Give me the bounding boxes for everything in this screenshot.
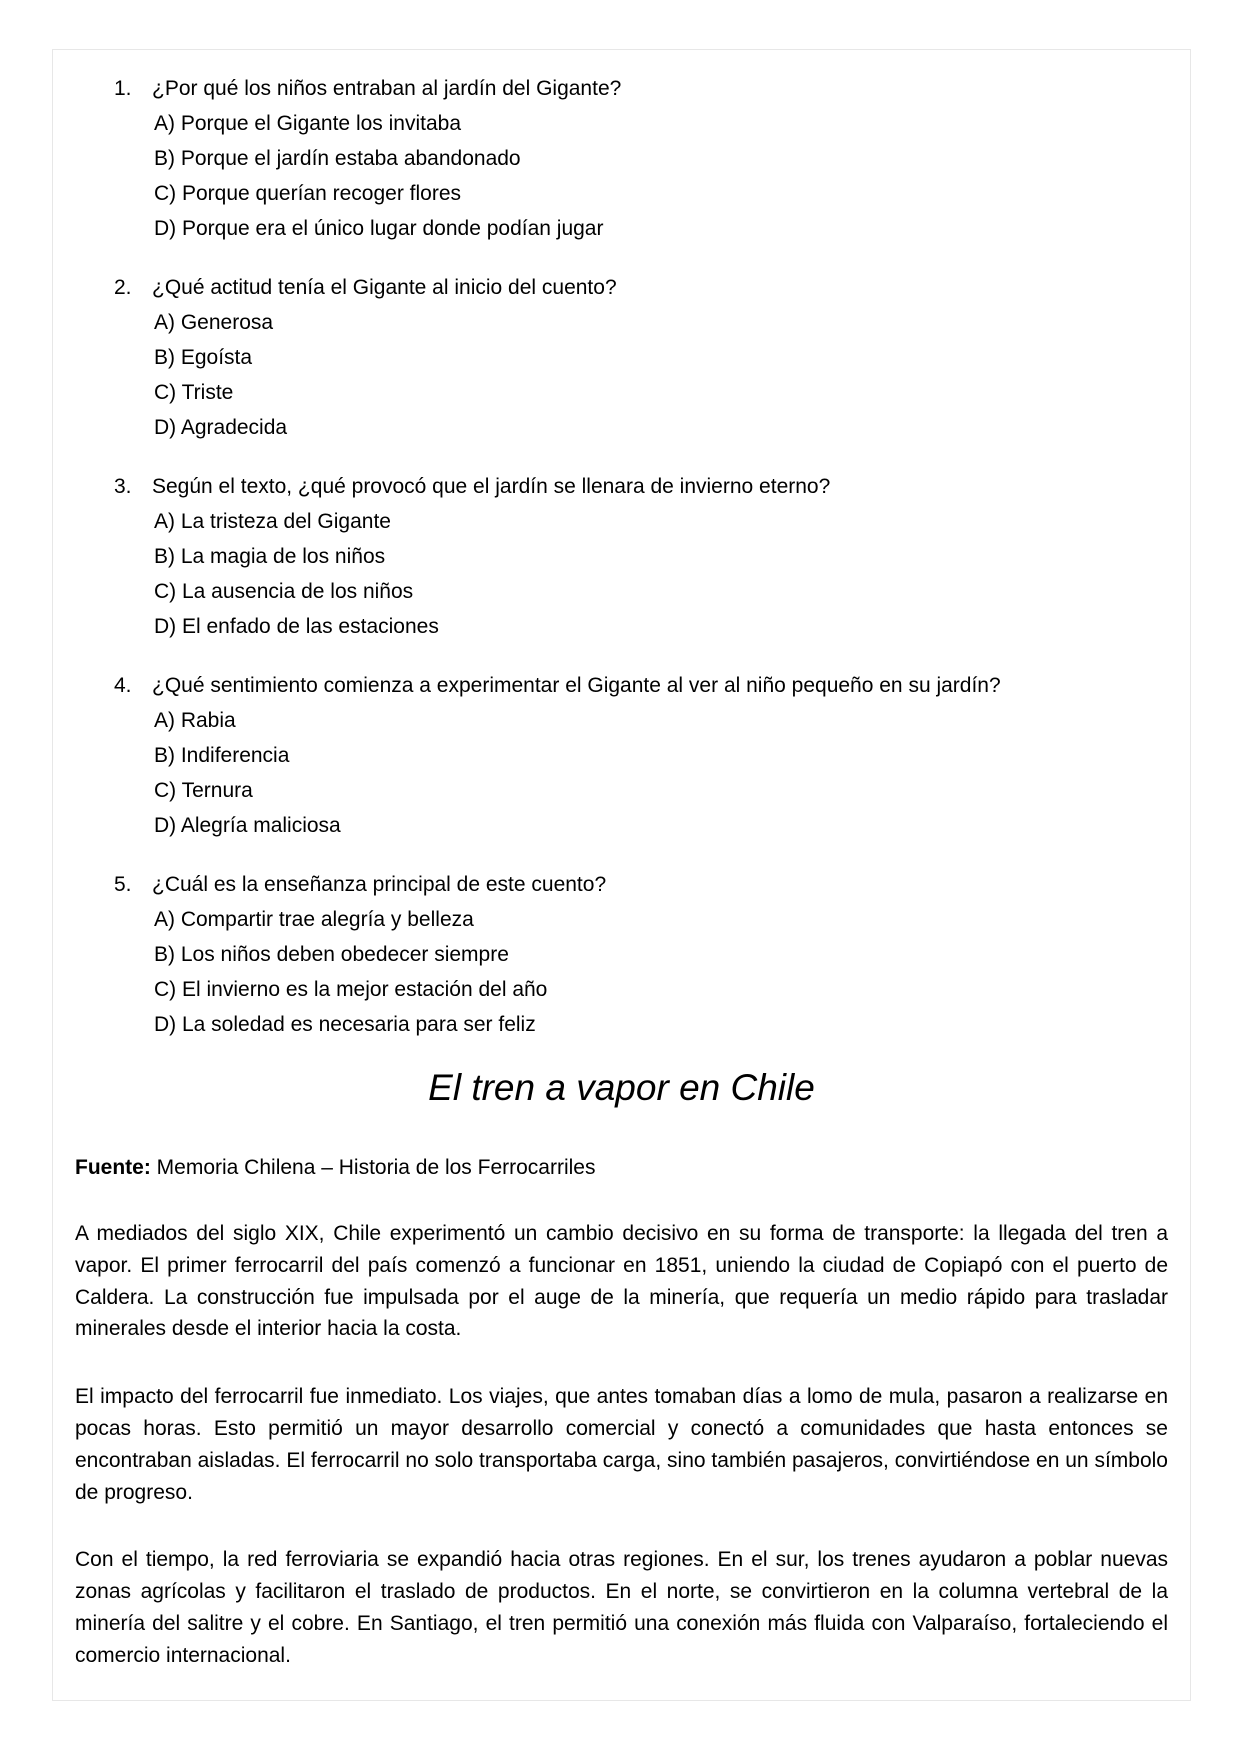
option-item: C) Porque querían recoger flores xyxy=(154,182,461,205)
option-item: D) La soledad es necesaria para ser feliz xyxy=(154,1013,536,1036)
option-item: B) Egoísta xyxy=(154,346,253,369)
question-number: 2. xyxy=(114,276,132,299)
option-item: D) Alegría maliciosa xyxy=(154,814,341,837)
option-item: B) Los niños deben obedecer siempre xyxy=(154,943,509,966)
source-text: Memoria Chilena – Historia de los Ferrocarriles xyxy=(150,1156,596,1179)
option-item: D) El enfado de las estaciones xyxy=(154,615,439,638)
question-number: 5. xyxy=(114,873,132,896)
document-page xyxy=(52,49,1191,1701)
question-text: ¿Qué sentimiento comienza a experimentar el Gigante al ver al niño pequeño en su jardín? xyxy=(152,674,1001,697)
option-item: C) Triste xyxy=(154,381,234,404)
option-item: C) El invierno es la mejor estación del año xyxy=(154,978,548,1001)
question-block-1 xyxy=(75,71,1168,246)
question-block-5 xyxy=(75,867,1168,1042)
article-paragraph-2: El impacto del ferrocarril fue inmediato. Los viajes, que antes tomaban días a lomo de mula, pasaron a realizarse en pocas horas. Esto permitió un mayor desarrollo comercial y conectó a comunidades que hasta entonces se encontraban aisladas. El ferrocarril no solo transportaba carga, sino también pasajeros, convirtiéndose en un símbolo de progreso. xyxy=(75,1385,1168,1504)
source-line xyxy=(75,1150,1168,1185)
question-text: ¿Qué actitud tenía el Gigante al inicio del cuento? xyxy=(152,276,617,299)
question-number: 3. xyxy=(114,475,132,498)
question-number: 1. xyxy=(114,77,132,100)
question-text: ¿Cuál es la enseñanza principal de este cuento? xyxy=(152,873,607,896)
option-item: D) Porque era el único lugar donde podían jugar xyxy=(154,217,604,240)
question-block-3 xyxy=(75,469,1168,644)
option-item: C) Ternura xyxy=(154,779,253,802)
article-paragraph-3: Con el tiempo, la red ferroviaria se expandió hacia otras regiones. En el sur, los trenes ayudaron a poblar nuevas zonas agrícolas y facilitaron el traslado de productos. En el norte, se convirtieron en la columna vertebral de la minería del salitre y el cobre. En Santiago, el tren permitió una conexión más fluida con Valparaíso, fortaleciendo el comercio internacional. xyxy=(75,1548,1168,1667)
option-item: C) La ausencia de los niños xyxy=(154,580,414,603)
option-item: A) La tristeza del Gigante xyxy=(154,510,391,533)
option-item: B) Porque el jardín estaba abandonado xyxy=(154,147,521,170)
article-paragraph-1: A mediados del siglo XIX, Chile experimentó un cambio decisivo en su forma de transporte: la llegada del tren a vapor. El primer ferrocarril del país comenzó a funcionar en 1851, uniendo la ciudad de Copiapó con el puerto de Caldera. La construcción fue impulsada por el auge de la minería, que requería un medio rápido para trasladar minerales desde el interior hacia la costa. xyxy=(75,1222,1168,1341)
option-item: A) Rabia xyxy=(154,709,236,732)
option-item: B) Indiferencia xyxy=(154,744,290,767)
article-title: El tren a vapor en Chile xyxy=(428,1067,815,1108)
question-block-2 xyxy=(75,270,1168,445)
option-item: A) Generosa xyxy=(154,311,274,334)
option-item: A) Compartir trae alegría y belleza xyxy=(154,908,474,931)
question-text: ¿Por qué los niños entraban al jardín del Gigante? xyxy=(152,77,622,100)
source-label: Fuente: xyxy=(75,1156,151,1179)
option-item: B) La magia de los niños xyxy=(154,545,386,568)
question-text: Según el texto, ¿qué provocó que el jardín se llenara de invierno eterno? xyxy=(152,475,831,498)
question-number: 4. xyxy=(114,674,132,697)
question-block-4 xyxy=(75,668,1168,843)
option-item: A) Porque el Gigante los invitaba xyxy=(154,112,462,135)
option-item: D) Agradecida xyxy=(154,416,288,439)
